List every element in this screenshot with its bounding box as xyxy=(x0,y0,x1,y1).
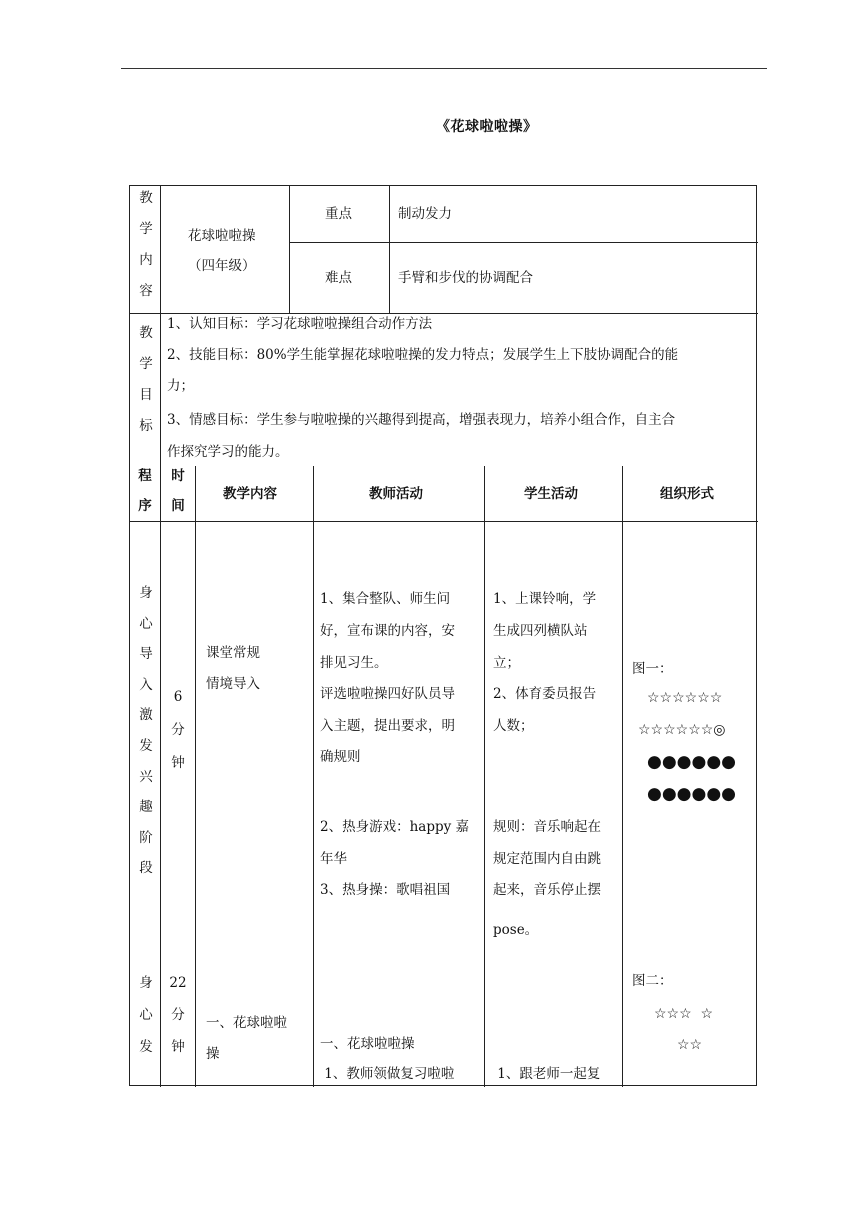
figure2-label: 图二： xyxy=(632,973,673,989)
stage-char: 身 xyxy=(139,585,153,601)
stage1-name xyxy=(136,587,156,893)
content-header: 教学内容 xyxy=(223,486,277,502)
student-header: 学生活动 xyxy=(524,486,578,502)
stage1-teacher-line: 2、热身游戏：happy 嘉 xyxy=(320,819,470,835)
stage-char: 心 xyxy=(139,1007,153,1023)
grade-label: （四年级） xyxy=(188,258,256,274)
stage1-content: 课堂常规 xyxy=(206,645,260,661)
col-divider xyxy=(160,186,161,313)
document-title: 《花球啦啦操》 xyxy=(436,119,538,135)
goal-line: 3、情感目标：学生参与啦啦操的兴趣得到提高，增强表现力，培养小组合作，自主合 xyxy=(167,412,676,428)
figure1-row: ☆☆☆☆☆☆◎ xyxy=(638,722,726,738)
stage1-teacher-line: 好，宣布课的内容，安 xyxy=(320,623,455,639)
row-divider xyxy=(130,313,758,314)
stage-char: 身 xyxy=(139,975,153,991)
col-divider xyxy=(622,466,623,1087)
goal-line: 2、技能目标：80%学生能掌握花球啦啦操的发力特点；发展学生上下肢协调配合的能 xyxy=(167,347,679,363)
stage2-content: 操 xyxy=(206,1046,220,1062)
stage1-teacher-line: 年华 xyxy=(320,851,347,867)
stage2-content: 一、花球啦啦 xyxy=(206,1015,287,1031)
label-char: 内 xyxy=(139,252,153,268)
header-rule xyxy=(121,68,767,69)
stage1-student-line: 立； xyxy=(493,655,520,671)
lesson-plan-table xyxy=(129,185,757,1086)
col-divider xyxy=(389,186,390,313)
figure2-row: ☆☆☆ ☆ xyxy=(654,1006,714,1022)
figure2-row: ☆☆ xyxy=(677,1037,703,1053)
stage2-teacher-line: 1、教师领做复习啦啦 xyxy=(320,1066,455,1082)
stage1-time xyxy=(168,691,188,790)
header-char: 间 xyxy=(171,498,185,514)
label-char: 容 xyxy=(139,283,153,299)
row-divider xyxy=(289,242,758,243)
time-char: 钟 xyxy=(171,755,185,771)
stage2-student-line: 1、跟老师一起复 xyxy=(493,1066,601,1082)
col-divider xyxy=(289,186,290,313)
col-divider xyxy=(484,466,485,1087)
label-char: 学 xyxy=(139,221,153,237)
stage-char: 入 xyxy=(139,676,153,693)
label-char: 教 xyxy=(139,325,153,341)
stage-char: 趣 xyxy=(139,799,153,816)
goals-section-label xyxy=(136,327,156,451)
stage1-student-line: 生成四列横队站 xyxy=(493,623,588,639)
header-char: 序 xyxy=(138,498,152,514)
figure1-label: 图一： xyxy=(632,661,673,677)
label-char: 教 xyxy=(139,190,153,206)
stage2-name xyxy=(136,977,156,1073)
header-char: 程 xyxy=(138,468,152,484)
figure1-row: ●●●●●● xyxy=(647,784,737,804)
time-char: 分 xyxy=(171,722,185,738)
stage2-teacher-line: 一、花球啦啦操 xyxy=(320,1036,415,1052)
col-divider xyxy=(160,466,161,1087)
content-section-label xyxy=(136,192,156,316)
header-char: 时 xyxy=(171,468,185,484)
goal-line: 力； xyxy=(167,378,194,394)
goal-line: 1、认知目标：学习花球啦啦操组合动作方法 xyxy=(167,316,433,332)
time-char: 分 xyxy=(171,1007,185,1023)
teacher-header: 教师活动 xyxy=(369,486,423,502)
figure1-row: ●●●●●● xyxy=(647,752,737,772)
stage1-teacher-line: 3、热身操：歌唱祖国 xyxy=(320,882,451,898)
stage1-teacher-line: 入主题，提出要求，明 xyxy=(320,718,455,734)
label-char: 学 xyxy=(139,356,153,372)
stage1-content: 情境导入 xyxy=(206,676,260,692)
col-divider xyxy=(195,466,196,1087)
stage-char: 发 xyxy=(139,737,153,754)
stage1-student-line: 2、体育委员报告 xyxy=(493,686,597,702)
stage-char: 激 xyxy=(139,707,153,724)
stage-char: 段 xyxy=(139,860,153,877)
stage1-teacher-line: 评选啦啦操四好队员导 xyxy=(320,686,455,702)
col-divider xyxy=(160,313,161,466)
key-point-value: 制动发力 xyxy=(398,206,452,222)
stage1-student-line: 规定范围内自由跳 xyxy=(493,851,601,867)
stage1-student-line: 起来，音乐停止摆 xyxy=(493,882,601,898)
stage1-teacher-line: 1、集合整队、师生问 xyxy=(320,591,451,607)
stage1-teacher-line: 确规则 xyxy=(320,749,361,765)
goal-line: 作探究学习的能力。 xyxy=(167,444,289,460)
organization-header: 组织形式 xyxy=(660,486,714,502)
stage1-student-line: 1、上课铃响，学 xyxy=(493,591,597,607)
stage1-student-line: 规则：音乐响起在 xyxy=(493,819,601,835)
stage1-student-line: 人数； xyxy=(493,718,534,734)
label-char: 标 xyxy=(139,418,153,434)
time-header xyxy=(168,470,188,530)
figure1-row: ☆☆☆☆☆☆ xyxy=(647,690,723,706)
stage1-student-line: pose。 xyxy=(493,922,539,938)
key-point-label: 重点 xyxy=(325,206,352,222)
time-char: 6 xyxy=(173,689,183,705)
stage-char: 兴 xyxy=(139,768,153,785)
stage2-time xyxy=(168,977,188,1073)
stage1-teacher-line: 排见习生。 xyxy=(320,655,388,671)
difficulty-label: 难点 xyxy=(325,270,352,286)
stage-char: 发 xyxy=(139,1039,153,1055)
label-char: 目 xyxy=(139,387,153,403)
time-char: 22 xyxy=(169,975,187,991)
row-divider xyxy=(130,521,758,522)
procedure-header xyxy=(135,470,155,530)
course-name: 花球啦啦操 xyxy=(188,228,256,244)
time-char: 钟 xyxy=(171,1039,185,1055)
stage-char: 阶 xyxy=(139,829,153,846)
difficulty-value: 手臂和步伐的协调配合 xyxy=(398,270,533,286)
col-divider xyxy=(313,466,314,1087)
stage-char: 导 xyxy=(139,646,153,663)
stage-char: 心 xyxy=(139,615,153,632)
